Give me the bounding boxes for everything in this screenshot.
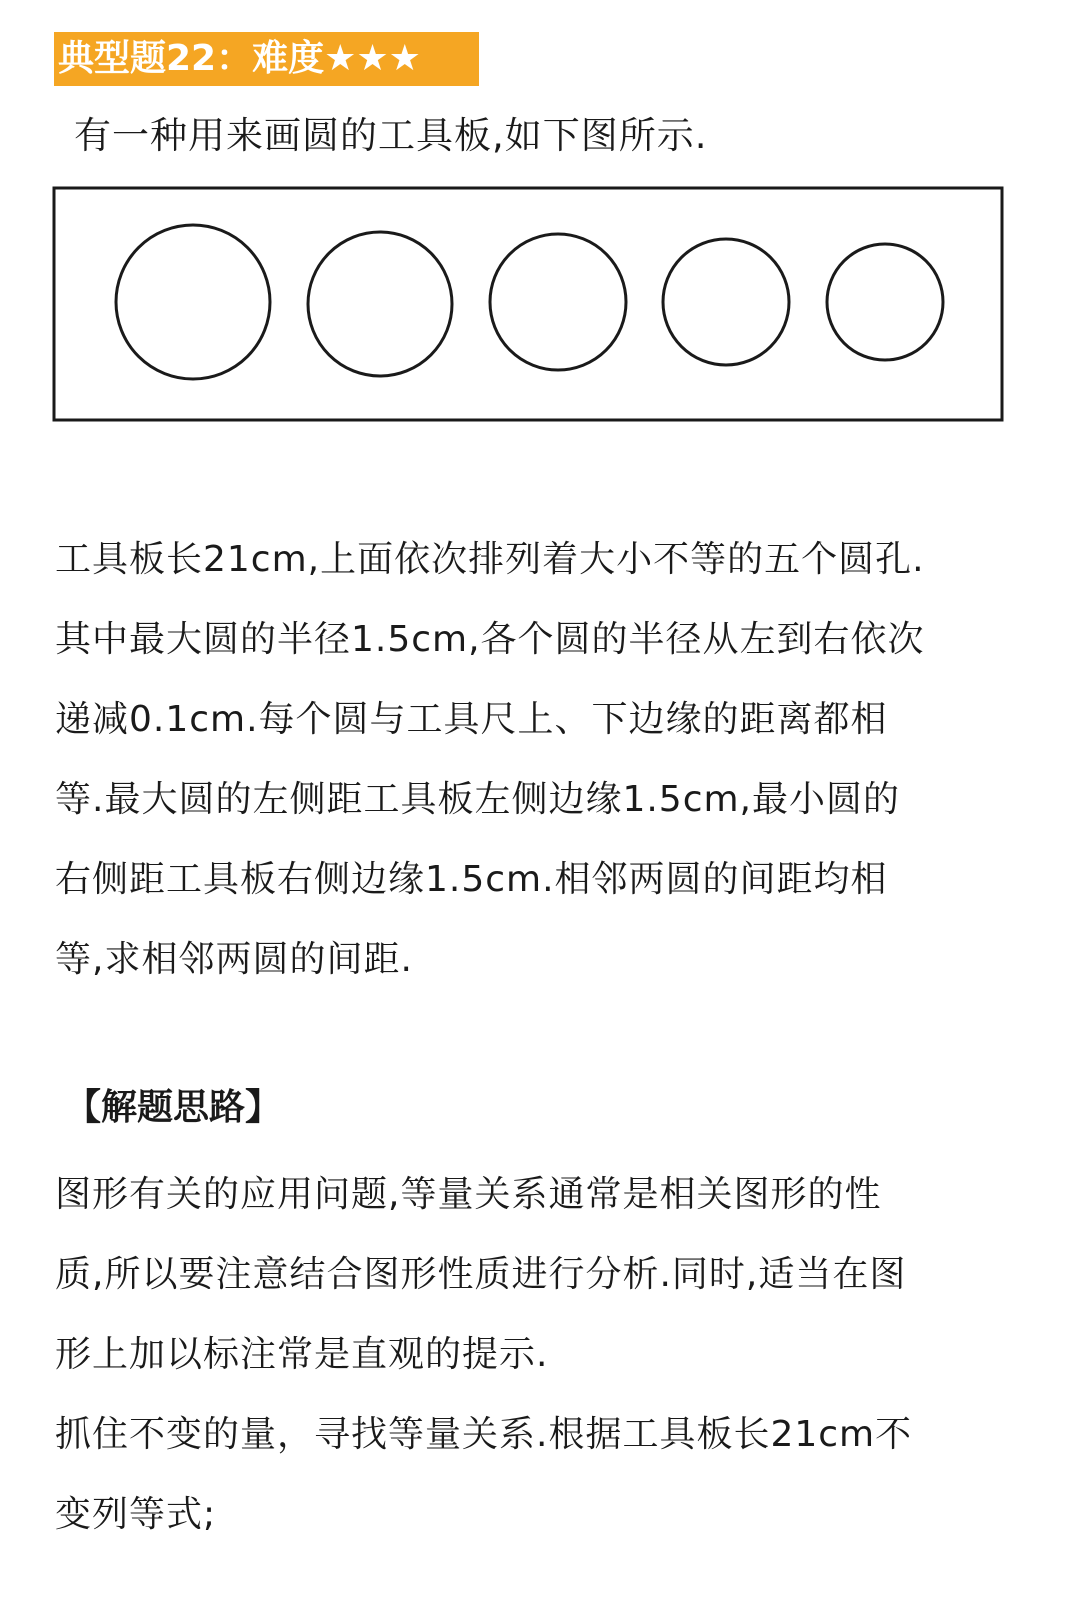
- solution-approach-text: [55, 1155, 1040, 1555]
- circle-hole-2: [308, 232, 452, 376]
- problem-title-badge: 典型题22：难度★★★: [54, 32, 479, 86]
- problem-statement: [55, 520, 1040, 1000]
- analysis-line: 变列等式;: [55, 1494, 217, 1535]
- analysis-line: 形上加以标注常是直观的提示.: [55, 1334, 549, 1375]
- problem-line: 工具板长21cm,上面依次排列着大小不等的五个圆孔.: [55, 539, 925, 580]
- intro-text: 有一种用来画圆的工具板,如下图所示.: [74, 114, 708, 157]
- problem-line: 等.最大圆的左侧距工具板左侧边缘1.5cm,最小圆的: [55, 779, 901, 820]
- problem-line: 其中最大圆的半径1.5cm,各个圆的半径从左到右依次: [55, 619, 925, 660]
- analysis-line: 抓住不变的量，寻找等量关系.根据工具板长21cm不: [55, 1414, 913, 1455]
- solution-approach-heading: 【解题思路】: [65, 1087, 282, 1128]
- analysis-line: 质,所以要注意结合图形性质进行分析.同时,适当在图: [55, 1254, 907, 1295]
- circle-hole-5: [827, 244, 943, 360]
- circle-hole-1: [116, 225, 270, 379]
- problem-line: 递减0.1cm.每个圆与工具尺上、下边缘的距离都相: [55, 699, 888, 740]
- problem-line: 右侧距工具板右侧边缘1.5cm.相邻两圆的间距均相: [55, 859, 888, 900]
- circle-hole-4: [663, 239, 789, 365]
- circle-hole-3: [490, 234, 626, 370]
- tool-board-outline: [54, 188, 1002, 420]
- tool-board-figure: [50, 180, 1030, 430]
- problem-line: 等,求相邻两圆的间距.: [55, 939, 413, 980]
- analysis-line: 图形有关的应用问题,等量关系通常是相关图形的性: [55, 1174, 882, 1215]
